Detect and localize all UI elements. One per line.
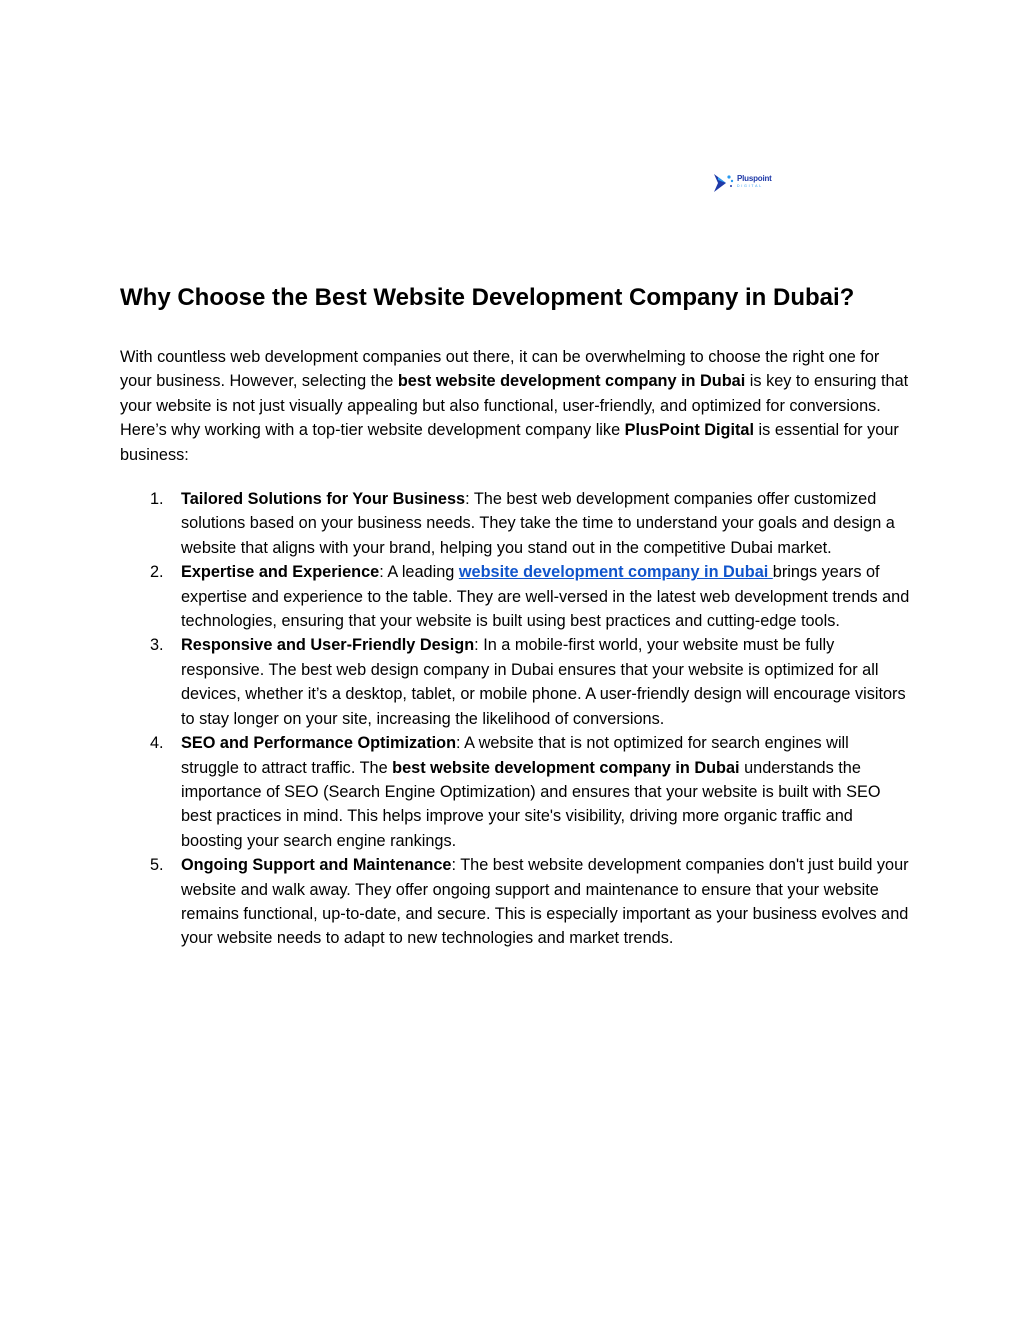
- intro-paragraph: [120, 345, 910, 467]
- intro-bold-keyword: best website development company in Dubai: [397, 372, 746, 391]
- list-item-text: : The best website development companies don't just build your website and walk away. They offer ongoing support and maintenance to ensure that your website remains functional, up-to-date, and secure. This is especially important as your business evolves and your website needs to adapt to new technologies and market trends.: [181, 856, 909, 948]
- intro-bold-brand: PlusPoint Digital: [624, 421, 755, 440]
- list-item-number: 2.: [150, 563, 164, 582]
- list-item-number: 3.: [150, 636, 164, 655]
- list-item-text: brings years of expertise and experience to the table. They are well-versed in the latest web development trends and technologies, ensuring that your website is built using best practices and cutting-edge tools.: [181, 563, 910, 631]
- page-title: Why Choose the Best Website Development Company in Dubai?: [120, 284, 855, 311]
- list-item-heading: Responsive and User-Friendly Design: [181, 636, 475, 655]
- list-item: [120, 560, 910, 633]
- list-item-heading: SEO and Performance Optimization: [181, 734, 457, 753]
- list-item-bold-keyword: best website development company in Dubai: [392, 758, 740, 777]
- list-item-heading: Expertise and Experience: [181, 563, 380, 582]
- intro-text: is essential for your business:: [120, 421, 899, 464]
- list-item-text: : In a mobile-first world, your website must be fully responsive. The best web design company in Dubai ensures that your website is optimized for all devices, whether it’s a desktop, tablet, or mobile phone. A user-friendly design will encourage visitors to stay longer on your site, increasing the likelihood of conversions.: [181, 636, 906, 728]
- list-item-text: : A website that is not optimized for search engines will struggle to attract traffic. The: [181, 734, 849, 777]
- list-item-number: 4.: [150, 734, 164, 753]
- website-development-company-link[interactable]: website development company in Dubai: [458, 563, 773, 582]
- list-item-heading: Tailored Solutions for Your Business: [181, 490, 466, 509]
- list-item: [120, 633, 910, 731]
- list-item: [120, 487, 910, 560]
- intro-text: With countless web development companies out there, it can be overwhelming to choose the right one for your business. However, selecting the: [120, 348, 880, 391]
- pluspoint-logo-icon: [713, 171, 737, 195]
- intro-text: is key to ensuring that your website is not just visually appealing but also functional, user-friendly, and optimized for conversions. Here’s why working with a top-tier website development company like: [120, 372, 909, 440]
- list-item: [120, 853, 910, 951]
- logo-wordmark: Pluspoint: [737, 174, 772, 183]
- list-item-text: : A leading: [379, 563, 459, 582]
- article: [120, 280, 910, 951]
- logo-tagline: DIGITAL: [737, 184, 763, 188]
- reasons-list: [120, 487, 910, 951]
- list-item-heading: Ongoing Support and Maintenance: [181, 856, 452, 875]
- pluspoint-logo: [713, 171, 783, 195]
- list-item-number: 5.: [150, 856, 164, 875]
- list-item-number: 1.: [150, 490, 164, 509]
- list-item-text: : The best web development companies offer customized solutions based on your business needs. They take the time to understand your goals and design a website that aligns with your brand, helping you stand out in the competitive Dubai market.: [181, 490, 895, 557]
- list-item-text: understands the importance of SEO (Search Engine Optimization) and ensures that your website is built with SEO best practices in mind. This helps improve your site's visibility, driving more organic traffic and boosting your search engine rankings.: [181, 758, 881, 850]
- list-item: [120, 731, 910, 853]
